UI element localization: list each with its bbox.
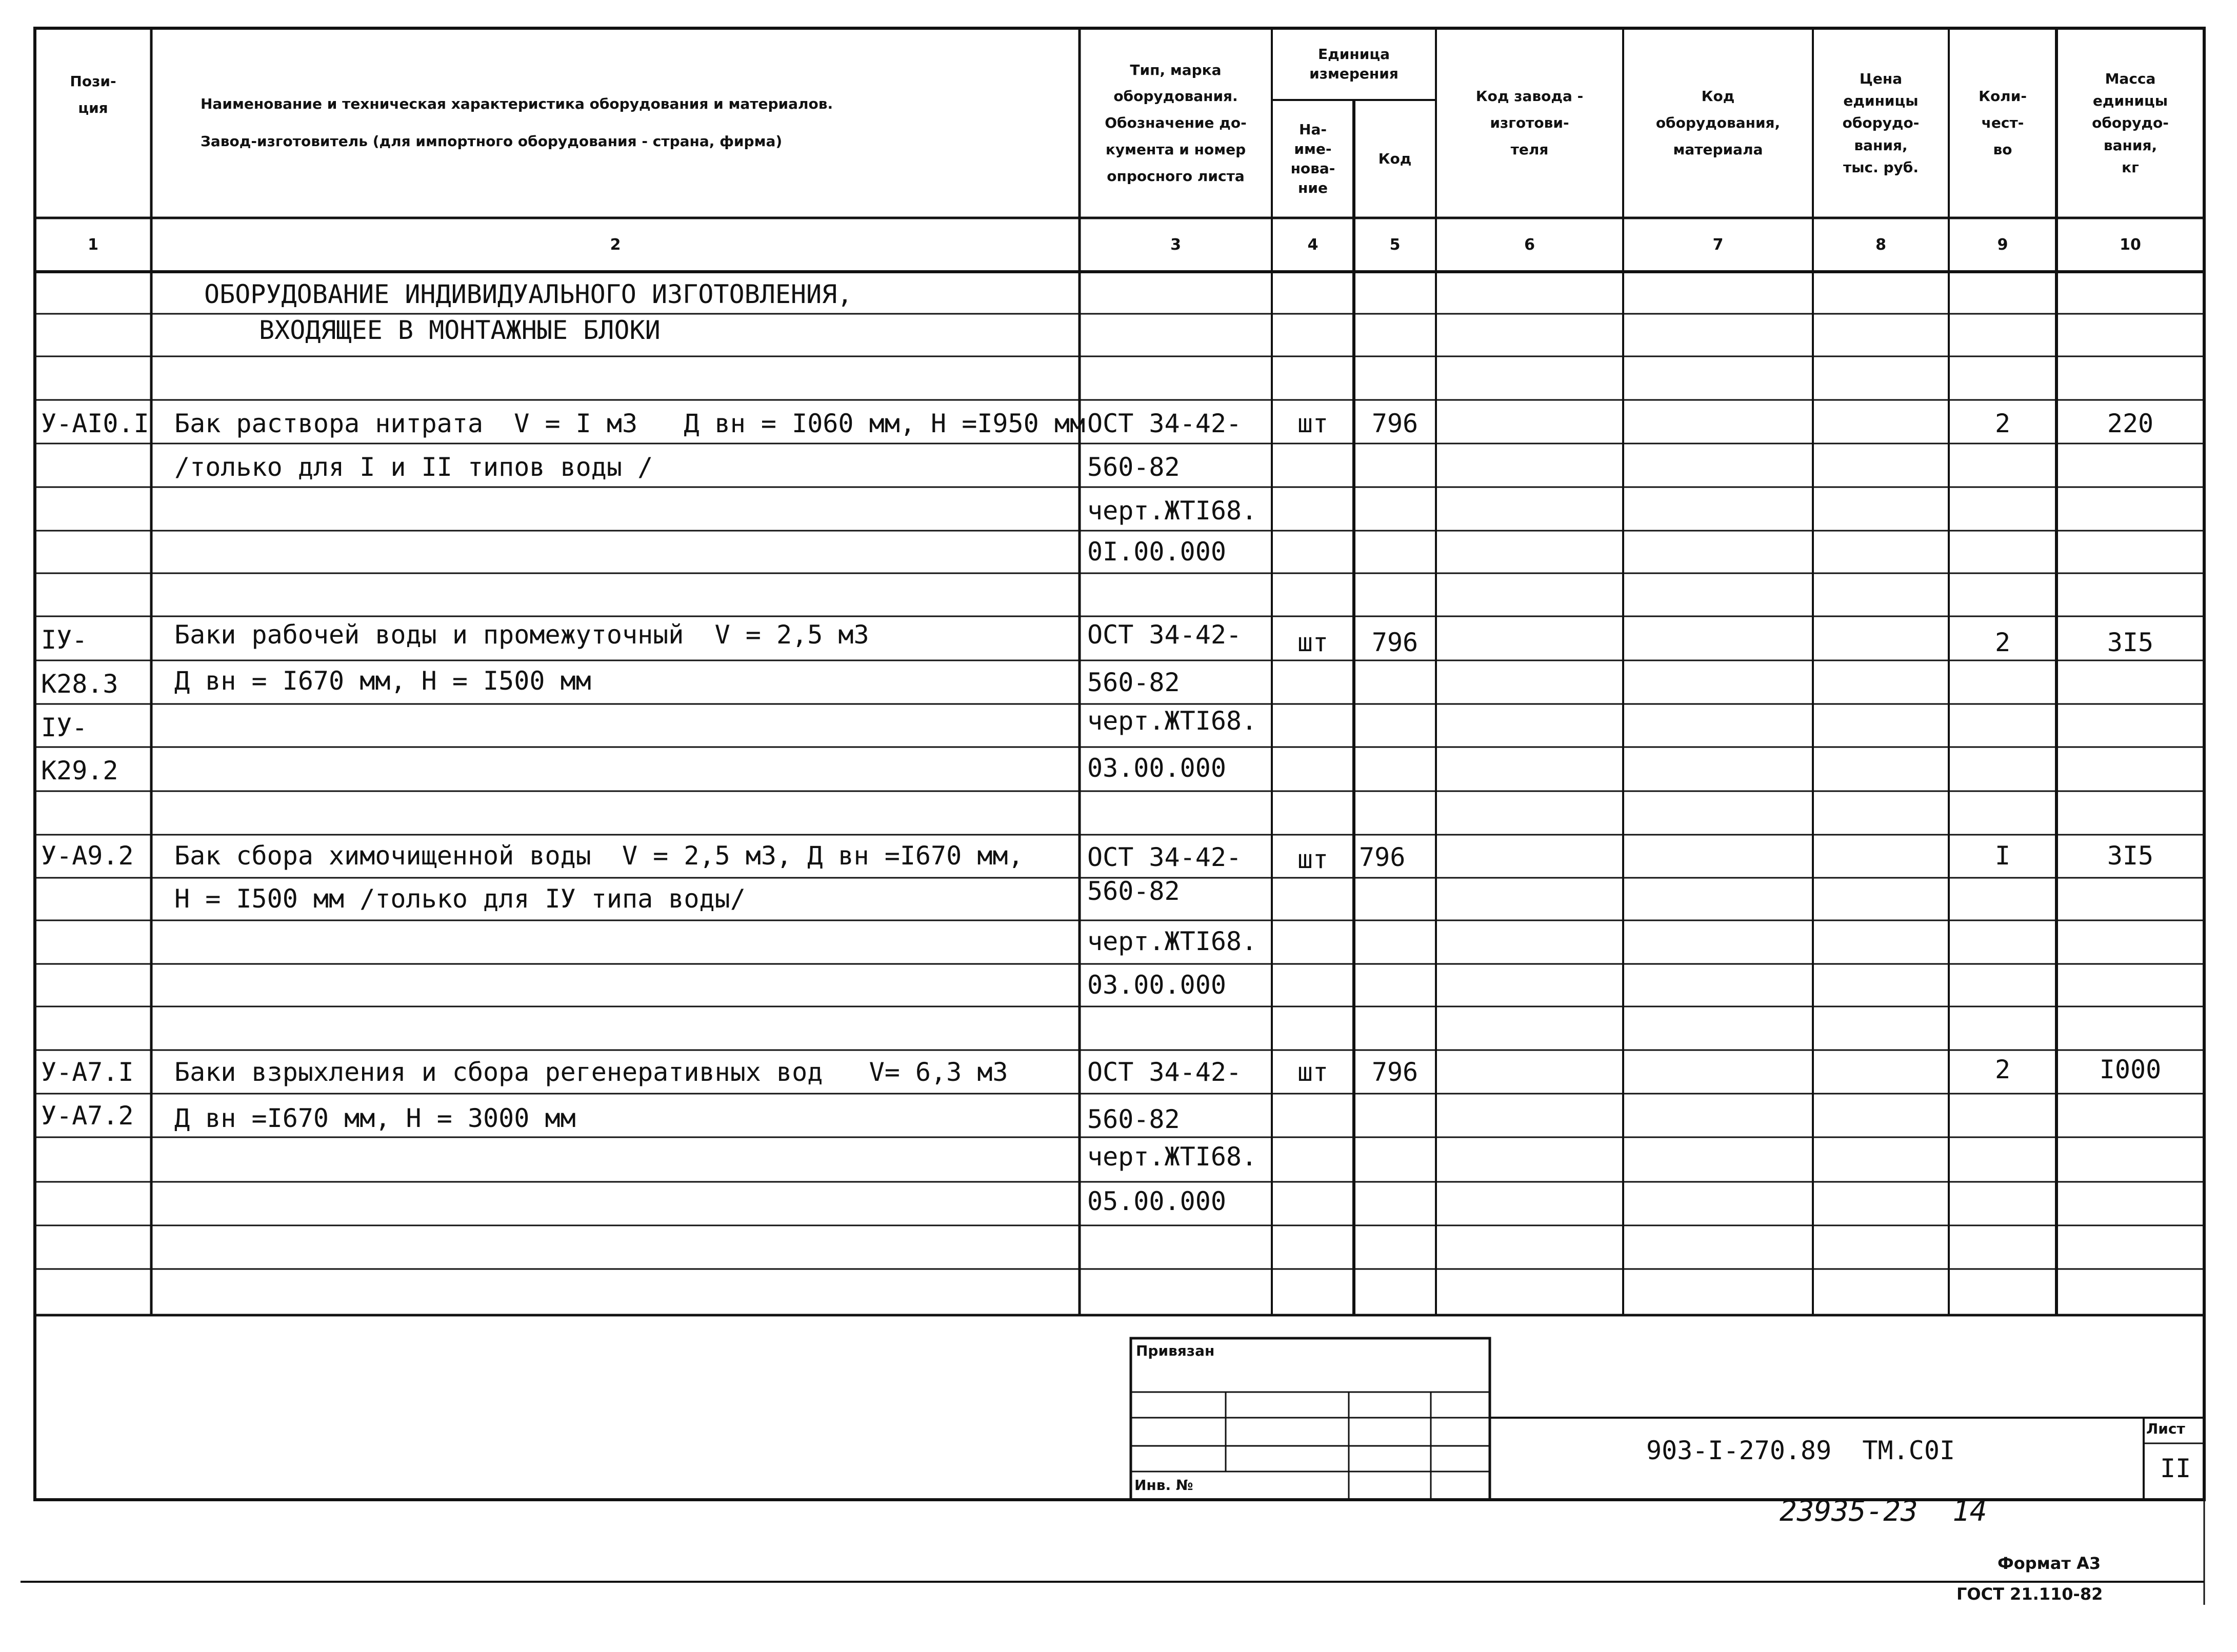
item-name-line: /только для I и II типов воды / [174,452,653,482]
column-number: 9 [1997,236,2008,254]
item-unit: шт [1297,628,1329,657]
item-name-line: Бак раствора нитрата V = I м3 Д вн = I060 мм, Н =I950 мм [174,409,1086,438]
item-mass: 3I5 [2107,628,2154,657]
header-equipment-code: Код оборудования, материала [1655,88,1781,158]
header-manufacturer-code: Код завода - изготови- теля [1475,88,1584,158]
header-unit-name: На- име- нова- ние [1290,121,1335,196]
column-number: 1 [88,236,98,254]
item-unit: шт [1297,409,1329,438]
stamp-privyazan: Привязан [1136,1342,1215,1359]
sheet-number: II [2160,1454,2191,1483]
document-designation: 903-I-270.89 ТМ.С0I [1646,1436,1955,1465]
header-position: Пози- ция [70,73,116,116]
column-number: 8 [1875,236,1886,254]
item-doc-line: 560-82 [1087,452,1180,482]
header-type-brand: Тип, марка оборудования. Обозначение до- кумента и номер опросного листа [1105,61,1247,185]
item-quantity: 2 [1994,409,2011,438]
item-doc-line: 560-82 [1087,668,1180,697]
item-name-line: Баки рабочей воды и промежуточный V = 2,5 м3 [174,620,869,650]
item-name-line: Д вн =I670 мм, Н = 3000 мм [174,1103,576,1133]
item-unit-code: 796 [1371,1057,1419,1087]
header-name-line2: Завод-изготовитель (для импортного оборудования - страна, фирма) [201,133,783,150]
item-position: К29.2 [41,756,118,785]
item-position: У-А7.2 [41,1101,134,1131]
item-doc-line: ОСТ 34-42- [1087,409,1242,438]
item-name-line: Н = I500 мм /только для IУ типа воды/ [174,884,746,914]
item-unit-code: 796 [1359,842,1406,872]
handwritten-number: 23935-23 14 [1780,1495,1987,1528]
item-doc-line: 03.00.000 [1087,970,1226,1000]
item-position: У-АI0.I [41,409,149,438]
item-doc-line: черт.ЖТI68. [1087,496,1257,526]
item-quantity: 2 [1994,1055,2011,1084]
header-unit-group: Единица измерения [1309,46,1399,82]
section-title-line2: ВХОДЯЩЕЕ В МОНТАЖНЫЕ БЛОКИ [259,315,661,345]
item-unit: шт [1297,844,1329,874]
column-number: 5 [1389,236,1401,254]
item-doc-line: 05.00.000 [1087,1186,1226,1216]
item-quantity: 2 [1994,628,2011,657]
item-doc-line: ОСТ 34-42- [1087,620,1242,650]
item-doc-line: 0I.00.000 [1087,537,1226,567]
item-mass: I000 [2099,1055,2162,1084]
item-doc-line: 03.00.000 [1087,753,1226,783]
header-name-line1: Наименование и техническая характеристика оборудования и материалов. [201,95,833,113]
item-mass: 3I5 [2107,841,2154,871]
item-name-line: Д вн = I670 мм, Н = I500 мм [174,666,591,696]
column-number: 6 [1524,236,1535,254]
column-number: 3 [1170,236,1181,254]
header-quantity: Коли- чест- во [1979,88,2027,158]
item-unit-code: 796 [1371,409,1419,438]
item-position: IУ- [41,625,88,655]
item-doc-line: черт.ЖТI68. [1087,926,1257,956]
item-unit-code: 796 [1371,628,1419,657]
column-number: 10 [2120,236,2141,254]
item-position: К28.3 [41,669,118,699]
item-unit: шт [1297,1057,1329,1087]
item-quantity: I [1994,841,2011,871]
item-doc-line: ОСТ 34-42- [1087,1057,1242,1087]
format-label: Формат А3 [1998,1554,2101,1573]
item-position: IУ- [41,713,88,742]
item-position: У-А7.I [41,1057,134,1087]
header-name-description [151,28,1080,218]
item-doc-line: 560-82 [1087,876,1180,906]
item-position: У-А9.2 [41,841,134,871]
item-doc-line: черт.ЖТI68. [1087,1142,1257,1172]
column-number: 7 [1712,236,1724,254]
header-unit-mass: Масса единицы оборудо- вания, кг [2092,70,2169,176]
column-number: 4 [1307,236,1319,254]
header-unit-price: Цена единицы оборудо- вания, тыс. руб. [1842,70,1920,176]
header-unit-code: Код [1378,150,1412,168]
item-doc-line: ОСТ 34-42- [1087,842,1242,872]
item-doc-line: 560-82 [1087,1104,1180,1134]
sheet-label: Лист [2146,1420,2185,1437]
section-title-line1: ОБОРУДОВАНИЕ ИНДИВИДУАЛЬНОГО ИЗГОТОВЛЕНИЯ, [204,279,853,309]
gost-label: ГОСТ 21.110-82 [1956,1584,2103,1604]
item-mass: 220 [2107,409,2154,438]
column-number: 2 [610,236,621,254]
item-name-line: Баки взрыхления и сбора регенеративных вод V= 6,3 м3 [174,1057,1008,1087]
stamp-inventory-number: Инв. № [1134,1477,1193,1494]
item-doc-line: черт.ЖТI68. [1087,706,1257,736]
item-name-line: Бак сбора химочищенной воды V = 2,5 м3, Д вн =I670 мм, [174,841,1024,871]
